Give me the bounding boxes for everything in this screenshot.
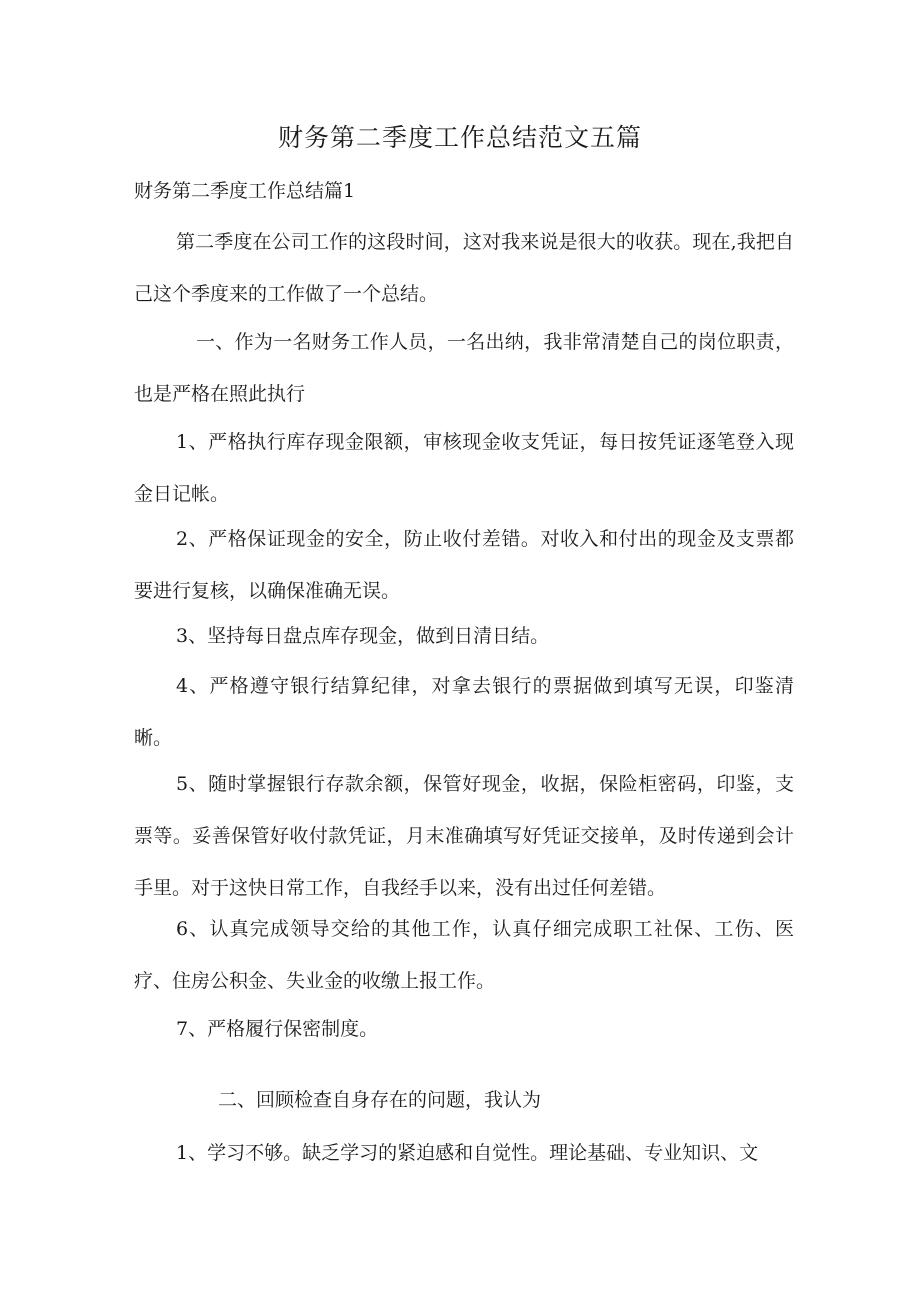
paragraph-section-two-item-1: 1、学习不够。缺乏学习的紧迫感和自觉性。理论基础、专业知识、文	[176, 1142, 759, 1164]
paragraph-intro: 第二季度在公司工作的这段时间，这对我来说是很大的收获。现在,我把自己这个季度来的工作做了一个总结。	[134, 231, 794, 305]
section-subheading: 财务第二季度工作总结篇1	[134, 180, 356, 202]
paragraph-item-6: 6、认真完成领导交给的其他工作，认真仔细完成职工社保、工伤、医疗、住房公积金、失业金的收缴上报工作。	[134, 918, 794, 992]
paragraph-item-2: 2、严格保证现金的安全，防止收付差错。对收入和付出的现金及支票都要进行复核，以确保准确无误。	[134, 528, 794, 602]
paragraph-section-one-heading: 一、作为一名财务工作人员，一名出纳，我非常清楚自己的岗位职责，也是严格在照此执行	[134, 331, 794, 405]
paragraph-item-1: 1、严格执行库存现金限额，审核现金收支凭证，每日按凭证逐笔登入现金日记帐。	[134, 431, 794, 505]
paragraph-item-4: 4、严格遵守银行结算纪律，对拿去银行的票据做到填写无误，印鉴清晰。	[134, 675, 794, 749]
paragraph-item-5: 5、随时掌握银行存款余额，保管好现金，收据，保险柜密码，印鉴，支票等。妥善保管好收付款凭证，月末准确填写好凭证交接单，及时传递到会计手里。对于这快日常工作，自我经手以来，没有出过任何差错。	[134, 773, 794, 899]
paragraph-item-3: 3、坚持每日盘点库存现金，做到日清日结。	[176, 625, 550, 647]
paragraph-item-7: 7、严格履行保密制度。	[176, 1018, 379, 1040]
document-title: 财务第二季度工作总结范文五篇	[277, 123, 642, 152]
paragraph-section-two-heading: 二、回顾检查自身存在的问题，我认为	[218, 1089, 542, 1111]
